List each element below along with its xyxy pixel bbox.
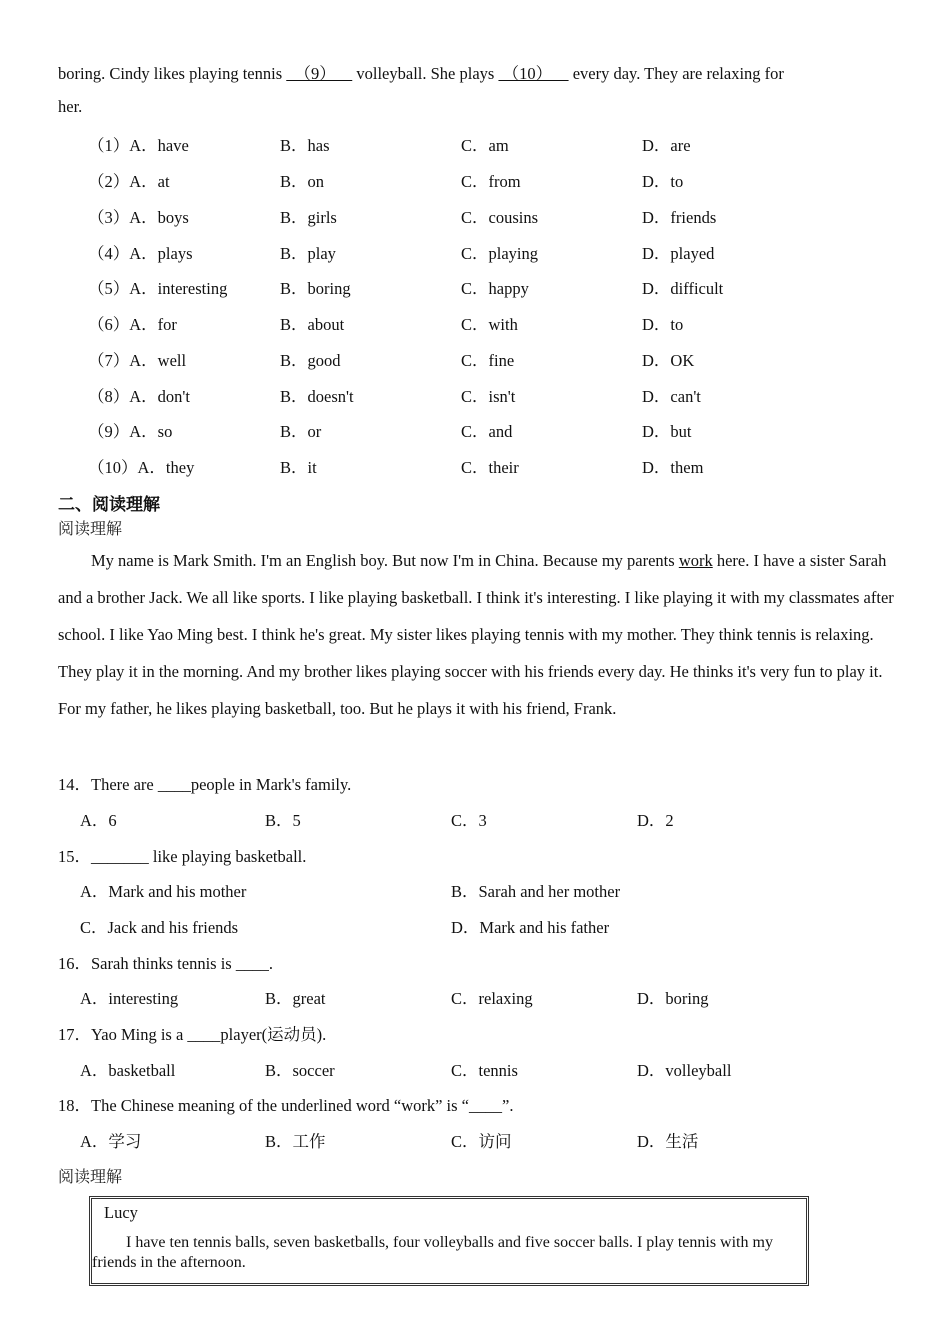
answer-b[interactable]: B．工作 [265,1132,326,1151]
cloze-line-pre: boring. Cindy likes playing tennis [58,64,287,83]
answer-c[interactable]: C．3 [451,811,487,830]
answer-d[interactable]: D．2 [637,811,674,830]
cloze-line-post: every day. They are relaxing for [568,64,784,83]
option-d[interactable]: D．to [642,172,684,191]
answer-b[interactable]: B．great [265,989,326,1008]
option-d[interactable]: D．played [642,244,715,263]
option-b[interactable]: B．girls [280,208,337,227]
option-a[interactable]: （4）A．plays [88,244,193,263]
cloze-text-line [58,60,784,84]
reading-passage [58,542,898,727]
option-b[interactable]: B．it [280,458,317,477]
option-c[interactable]: C．isn't [461,387,516,406]
answer-b[interactable]: B．5 [265,811,301,830]
section-label: 阅读理解 [58,519,123,538]
answer-a[interactable]: A．Mark and his mother [80,882,247,901]
box-title: Lucy [104,1203,138,1222]
answer-b[interactable]: B．Sarah and her mother [451,882,621,901]
option-c[interactable]: C．playing [461,244,538,263]
answer-c[interactable]: C．访问 [451,1132,512,1151]
option-b[interactable]: B．has [280,136,330,155]
option-d[interactable]: D．them [642,458,704,477]
option-a[interactable]: （10）A．they [88,458,195,477]
answer-b[interactable]: B．soccer [265,1061,335,1080]
underlined-word: work [678,551,713,570]
answer-c[interactable]: C．Jack and his friends [80,918,239,937]
option-d[interactable]: D．to [642,315,684,334]
question-14: 14．There are ____people in Mark's family. [58,775,352,794]
blank-9: （9） [286,64,353,83]
option-c[interactable]: C．happy [461,279,529,298]
passage-before: My name is Mark Smith. I'm an English boy. But now I'm in China. Because my parents [91,551,679,570]
answer-a[interactable]: A．basketball [80,1061,176,1080]
answer-a[interactable]: A．学习 [80,1132,142,1151]
option-d[interactable]: D．are [642,136,691,155]
answer-a[interactable]: A．interesting [80,989,179,1008]
answer-d[interactable]: D．boring [637,989,709,1008]
answer-c[interactable]: C．relaxing [451,989,533,1008]
question-17: 17．Yao Ming is a ____player(运动员). [58,1025,327,1044]
option-d[interactable]: D．can't [642,387,701,406]
option-b[interactable]: B．doesn't [280,387,354,406]
option-b[interactable]: B．boring [280,279,351,298]
option-b[interactable]: B．about [280,315,345,334]
option-d[interactable]: D．friends [642,208,717,227]
answer-a[interactable]: A．6 [80,811,117,830]
option-a[interactable]: （1）A．have [88,136,189,155]
answer-d[interactable]: D．生活 [637,1132,699,1151]
option-b[interactable]: B．on [280,172,325,191]
blank-10: （10） [498,64,569,83]
section-label-2: 阅读理解 [58,1167,123,1186]
option-d[interactable]: D．difficult [642,279,724,298]
option-c[interactable]: C．with [461,315,518,334]
box-text: I have ten tennis balls, seven basketballs, four volleyballs and five soccer balls. I play tennis with my friends in the afternoon. [92,1234,773,1271]
cloze-line-mid: volleyball. She plays [352,64,499,83]
option-b[interactable]: B．good [280,351,341,370]
cloze-text-line-2: her. [58,97,83,116]
option-c[interactable]: C．am [461,136,509,155]
option-a[interactable]: （9）A．so [88,422,173,441]
question-15: 15．_______ like playing basketball. [58,847,307,866]
answer-d[interactable]: D．Mark and his father [451,918,610,937]
answer-d[interactable]: D．volleyball [637,1061,732,1080]
reading-box [89,1196,809,1286]
option-c[interactable]: C．and [461,422,513,441]
option-a[interactable]: （6）A．for [88,315,177,334]
option-c[interactable]: C．from [461,172,521,191]
option-a[interactable]: （8）A．don't [88,387,190,406]
option-c[interactable]: C．fine [461,351,515,370]
option-b[interactable]: B．play [280,244,336,263]
option-a[interactable]: （3）A．boys [88,208,189,227]
option-d[interactable]: D．OK [642,351,695,370]
option-c[interactable]: C．their [461,458,519,477]
answer-c[interactable]: C．tennis [451,1061,518,1080]
option-a[interactable]: （7）A．well [88,351,187,370]
question-16: 16．Sarah thinks tennis is ____. [58,954,273,973]
option-d[interactable]: D．but [642,422,692,441]
option-b[interactable]: B．or [280,422,322,441]
option-c[interactable]: C．cousins [461,208,539,227]
option-a[interactable]: （5）A．interesting [88,279,228,298]
option-a[interactable]: （2）A．at [88,172,170,191]
section-heading: 二、阅读理解 [58,495,160,515]
question-18: 18．The Chinese meaning of the underlined word “work” is “____”. [58,1096,514,1115]
passage-after: here. I have a sister Sarah and a brother Jack. We all like sports. I like playing basketball. I think it's interesting. I like playing it with my classmates after school. I like Yao Ming best. I think he's great. My sister likes playing tennis with my mother. They think tennis is relaxing. They play it in the morning. And my brother likes playing soccer with his friends every day. He thinks it's very fun to play it. For my father, he likes playing basketball, too. But he plays it with his friend, Frank. [58,551,894,718]
